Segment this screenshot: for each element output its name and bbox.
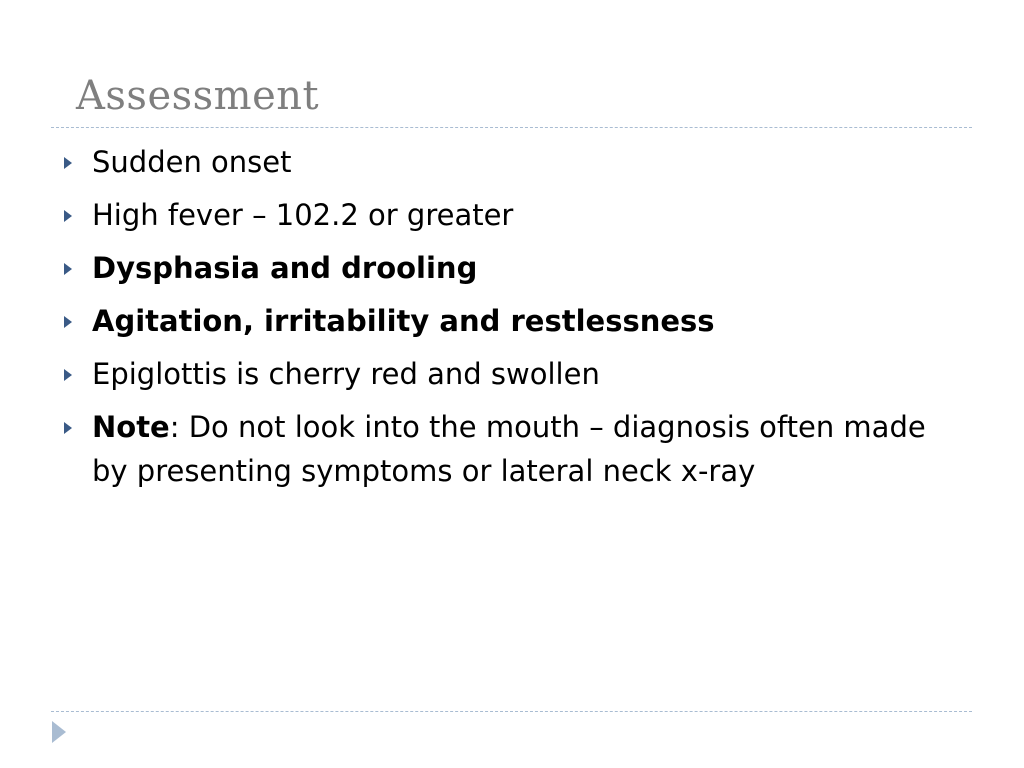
bullet-item	[62, 193, 962, 237]
bullet-item	[62, 352, 962, 396]
triangle-bullet-icon	[64, 157, 72, 169]
bullet-text: Agitation, irritability and restlessness	[92, 304, 715, 338]
triangle-bullet-icon	[64, 210, 72, 222]
bullet-item	[62, 140, 962, 184]
bullet-item	[62, 246, 962, 290]
triangle-bullet-icon	[64, 369, 72, 381]
footer-divider	[51, 711, 972, 712]
note-text: : Do not look into the mouth – diagnosis often made by presenting symptoms or lateral neck x-ray	[92, 410, 926, 488]
title-divider	[51, 127, 972, 128]
bullet-item	[62, 299, 962, 343]
bullet-list	[62, 140, 962, 502]
bullet-text: Dysphasia and drooling	[92, 251, 478, 285]
triangle-bullet-icon	[64, 263, 72, 275]
triangle-bullet-icon	[64, 316, 72, 328]
triangle-bullet-icon	[64, 422, 72, 434]
note-label: Note	[92, 410, 170, 444]
slide-title: Assessment	[76, 73, 320, 119]
bullet-item-note	[62, 405, 962, 493]
bullet-text: Epiglottis is cherry red and swollen	[92, 357, 600, 391]
triangle-next-icon[interactable]	[52, 721, 66, 743]
bullet-text: High fever – 102.2 or greater	[92, 198, 514, 232]
bullet-text: Sudden onset	[92, 145, 292, 179]
